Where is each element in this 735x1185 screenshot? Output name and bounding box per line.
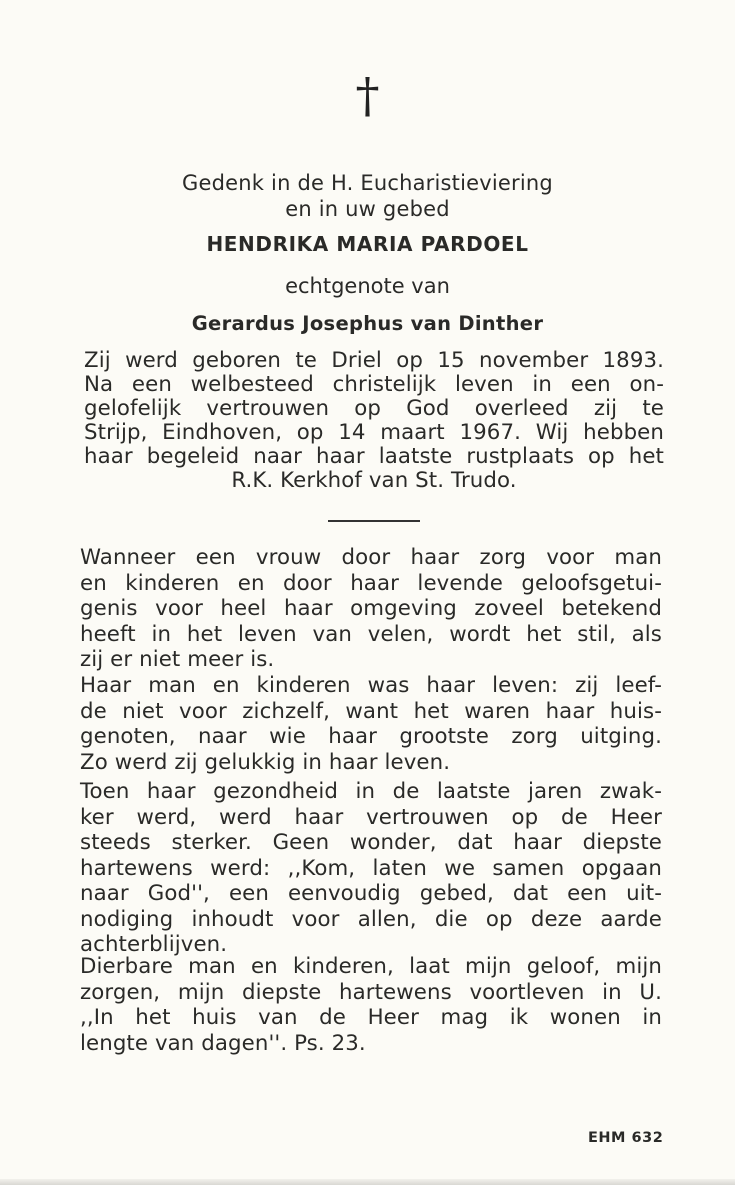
paragraph-line: genis voor heel haar omgeving zoveel betekend	[80, 596, 662, 621]
paragraph-line: ker werd, werd haar vertrouwen op de Heer	[80, 804, 662, 830]
paragraph	[80, 779, 662, 958]
paragraph-line: Haar man en kinderen was haar leven: zij leef-	[80, 673, 662, 698]
paragraph-line: en kinderen en door haar levende geloofsgetui-	[80, 570, 662, 596]
intro-line: Gedenk in de H. Eucharistieviering	[182, 171, 553, 195]
intro-text	[60, 170, 675, 222]
divider	[328, 520, 420, 522]
biography	[84, 349, 664, 493]
paragraph	[80, 954, 662, 1056]
relation-text: echtgenote van	[285, 274, 450, 298]
paragraph-line: achterblijven.	[80, 932, 228, 957]
paragraph-line: de niet voor zichzelf, want het waren haar huis-	[80, 698, 662, 724]
biography-line: Strijp, Eindhoven, op 14 maart 1967. Wij hebben	[84, 420, 664, 445]
paragraph-line: nodiging inhoudt voor allen, die op deze aarde	[80, 906, 662, 932]
paragraph-line: hartewens werd: ,,Kom, laten we samen opgaan	[80, 855, 662, 881]
paragraph-line: zij er niet meer is.	[80, 647, 275, 672]
print-code: EHM 632	[588, 1130, 664, 1146]
paragraph-line: heeft in het leven van velen, wordt het stil, als	[80, 621, 662, 647]
paragraph	[80, 673, 662, 775]
paragraph	[80, 545, 662, 673]
paragraph-line: Toen haar gezondheid in de laatste jaren zwak-	[80, 779, 662, 804]
paragraph-line: genoten, naar wie haar grootste zorg uitging.	[80, 724, 662, 749]
cross-icon: †	[355, 68, 380, 124]
intro-line: en in uw gebed	[285, 197, 450, 221]
paragraph-line: Dierbare man en kinderen, laat mijn geloof, mijn	[80, 954, 662, 979]
biography-line: Zij werd geboren te Driel op 15 november 1893.	[84, 348, 664, 373]
paragraph-line: steeds sterker. Geen wonder, dat haar diepste	[80, 830, 662, 855]
paragraph-line: Wanneer een vrouw door haar zorg voor man	[80, 545, 662, 570]
paragraph-line: zorgen, mijn diepste hartewens voortleven in U.	[80, 979, 662, 1005]
biography-line: gelofelijk vertrouwen op God overleed zij te	[84, 396, 664, 421]
paragraph-line: naar God'', een eenvoudig gebed, dat een uit-	[80, 881, 662, 906]
biography-line: haar begeleid naar haar laatste rustplaats op het	[84, 444, 664, 469]
card-edge	[0, 1179, 735, 1185]
paragraph-line: Zo werd zij gelukkig in haar leven.	[80, 749, 451, 775]
paragraph-line: ,,In het huis van de Heer mag ik wonen in	[80, 1005, 662, 1030]
paragraph-line: lengte van dagen''. Ps. 23.	[80, 1030, 366, 1056]
biography-line: Na een welbesteed christelijk leven in een on-	[84, 372, 664, 397]
biography-line: R.K. Kerkhof van St. Trudo.	[231, 468, 517, 493]
spouse-name: Gerardus Josephus van Dinther	[191, 312, 544, 335]
deceased-name: HENDRIKA MARIA PARDOEL	[206, 232, 529, 256]
